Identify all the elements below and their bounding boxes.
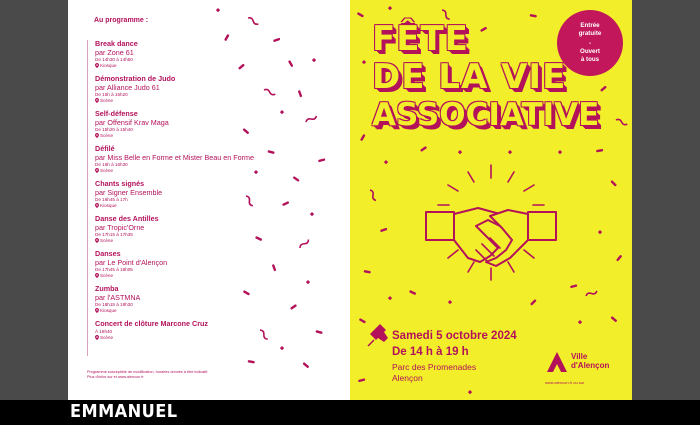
title-line-1: FÊTE <box>372 19 469 59</box>
event-time: De 16h à 16h30 <box>95 162 128 167</box>
event-time: De 17h45 à 18h05 <box>95 267 133 272</box>
confetti-piece <box>302 362 309 368</box>
event-time: De 17h15 à 17h35 <box>95 232 133 237</box>
event-performer: par Zone 61 <box>95 47 134 57</box>
confetti-piece <box>312 58 316 62</box>
confetti-piece <box>224 34 230 41</box>
confetti-piece <box>280 110 284 114</box>
programme-heading: Au programme : <box>94 17 149 24</box>
event-location-label: Scène <box>100 273 114 278</box>
event-place: Parc des Promenades <box>392 362 477 372</box>
confetti-piece <box>315 330 322 334</box>
confetti-piece <box>288 60 294 67</box>
confetti-piece <box>298 90 303 97</box>
event-title: Concert de clôture Marcone Cruz <box>95 319 209 328</box>
event-title: Chants signés <box>95 179 145 188</box>
event-performer: par l'ASTMNA <box>95 292 141 302</box>
event-title: Self-défense <box>95 109 138 118</box>
city-logo-text <box>571 352 609 370</box>
badge-open-line-1: Ouvert <box>580 48 600 55</box>
event-title: Démonstration de Judo <box>95 74 176 83</box>
event-location-label: Scène <box>100 98 114 103</box>
confetti-piece <box>318 158 325 162</box>
logo-line-2: d'Alençon <box>571 361 610 370</box>
confetti-piece <box>263 89 275 96</box>
event-location-label: Kiosque <box>100 308 117 313</box>
event-title: Danses <box>95 249 121 258</box>
event-location-label: Scène <box>100 238 114 243</box>
badge-separator: - <box>588 40 592 47</box>
footnote-line-2: Plus d'infos sur et www.alencon.fr <box>87 375 144 379</box>
event-performer: par Signer Ensemble <box>95 187 163 197</box>
event-time: De 15h20 à 15h40 <box>95 127 133 132</box>
event-location-label: Scène <box>100 133 114 138</box>
badge-open-line-2: à tous <box>580 55 600 63</box>
event-title: Zumba <box>95 284 119 293</box>
confetti-piece <box>216 8 220 12</box>
event-time: À 18h40 <box>95 328 113 334</box>
confetti-piece <box>299 238 310 249</box>
confetti-piece <box>306 280 310 284</box>
badge-free-line-1: Entrée <box>580 22 600 29</box>
confetti-piece <box>305 115 317 124</box>
confetti-piece <box>310 212 314 216</box>
confetti-piece <box>238 64 245 70</box>
confetti-piece <box>247 17 259 26</box>
confetti-piece <box>243 290 250 296</box>
event-time: De 15h à 15h20 <box>95 92 128 97</box>
footnote-line-1: Programme susceptible de modification, horaires donnés à titre indicatif. <box>87 370 209 374</box>
event-title: Break dance <box>95 39 138 48</box>
confetti-piece <box>280 346 284 350</box>
confetti-piece <box>259 329 269 340</box>
event-time: De 16h45 à 17h <box>95 197 128 202</box>
logo-url: www.alencon.fr ou sur <box>545 380 585 385</box>
confetti-piece <box>242 128 249 134</box>
confetti-piece <box>290 304 297 310</box>
event-location-label: Kiosque <box>100 203 117 208</box>
event-performer: par Offensif Krav Maga <box>95 117 169 127</box>
confetti-piece <box>267 150 274 154</box>
event-time: De 14h30 à 14h50 <box>95 57 133 62</box>
poster-title <box>372 20 602 134</box>
confetti-piece <box>273 38 280 43</box>
confetti-piece <box>254 170 258 174</box>
confetti-piece <box>293 176 300 182</box>
title-line-2: DE LA VIE <box>372 57 567 97</box>
event-location-label: Scène <box>100 168 114 173</box>
confetti-piece <box>272 264 277 271</box>
event-performer: par Miss Belle en Forme et Mister Beau en Forme <box>95 152 254 162</box>
event-performer: par Alliance Judo 61 <box>95 82 160 92</box>
event-date: Samedi 5 octobre 2024 <box>392 330 517 342</box>
title-line-3: ASSOCIATIVE <box>372 97 600 133</box>
event-hours: De 14 h à 19 h <box>392 346 469 358</box>
confetti-piece <box>282 201 289 206</box>
event-city: Alençon <box>392 373 423 383</box>
event-time: De 18h15 à 18h30 <box>95 302 133 307</box>
badge-free-line-2: gratuite <box>578 29 602 37</box>
event-performer: par Le Point d'Alençon <box>95 257 168 267</box>
event-location-label: Scène <box>100 334 114 340</box>
confetti-piece <box>255 236 262 241</box>
event-title: Défilé <box>95 144 115 153</box>
event-title: Danse des Antilles <box>95 214 159 223</box>
credit-watermark: EMMANUEL <box>70 401 178 422</box>
event-location-label: Kiosque <box>100 63 117 68</box>
confetti-left <box>68 0 350 400</box>
programme-page <box>68 0 350 400</box>
confetti-piece <box>248 360 255 364</box>
logo-line-1: Ville <box>571 352 588 361</box>
confetti-piece <box>245 195 254 207</box>
event-performer: par Tropic'Orne <box>95 222 145 232</box>
